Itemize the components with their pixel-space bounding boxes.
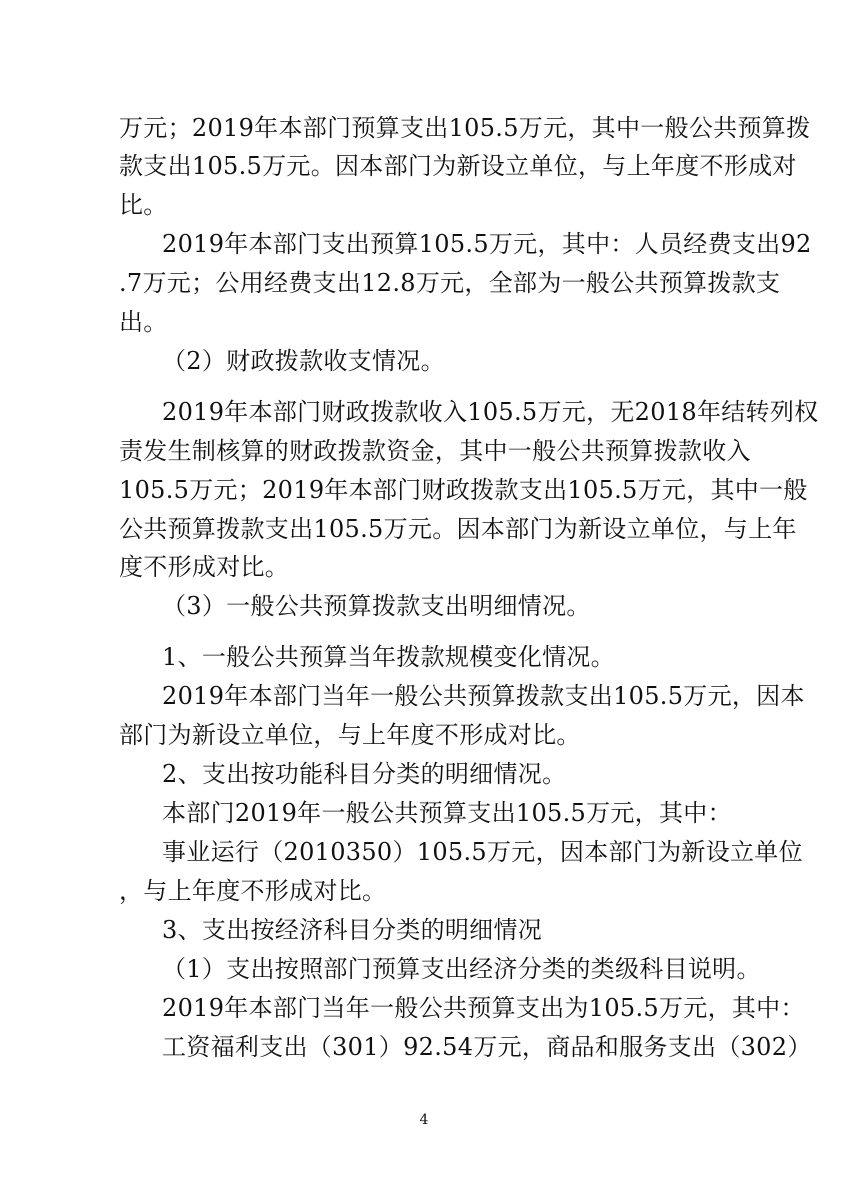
text-line-5: .7万元；公用经费支出12.8万元，全部为一般公共预算拨款支 [119, 269, 781, 297]
text-line-4: 2019年本部门支出预算105.5万元，其中：人员经费支出92 [162, 230, 812, 258]
text-line-6: 出。 [119, 308, 168, 336]
text-line-12: 度不形成对比。 [119, 553, 290, 581]
text-line-16: 部门为新设立单位，与上年度不形成对比。 [119, 721, 581, 749]
subheading-2: 2、支出按功能科目分类的明细情况。 [162, 760, 567, 788]
text-line-23: 2019年本部门当年一般公共预算支出为105.5万元，其中： [162, 994, 805, 1022]
text-line-22: （1）支出按照部门预算支出经济分类的类级科目说明。 [162, 955, 761, 983]
text-line-2: 款支出105.5万元。因本部门为新设立单位，与上年度不形成对 [119, 152, 797, 180]
text-line-10: 105.5万元；2019年本部门财政拨款支出105.5万元，其中一般 [119, 476, 808, 504]
text-line-1: 万元；2019年本部门预算支出105.5万元，其中一般公共预算拨 [119, 114, 811, 142]
text-line-15: 2019年本部门当年一般公共预算拨款支出105.5万元，因本 [162, 682, 805, 710]
page-number: 4 [419, 1112, 429, 1128]
text-line-20: ，与上年度不形成对比。 [119, 877, 387, 905]
subheading-1: 1、一般公共预算当年拨款规模变化情况。 [162, 643, 615, 671]
text-line-18: 本部门2019年一般公共预算支出105.5万元，其中： [162, 799, 732, 827]
section-heading-2: （2）财政拨款收支情况。 [162, 347, 445, 375]
text-line-8: 2019年本部门财政拨款收入105.5万元，无2018年结转列权 [162, 398, 819, 426]
text-line-9: 责发生制核算的财政拨款资金，其中一般公共预算拨款收入 [119, 437, 751, 465]
subheading-3: 3、支出按经济科目分类的明细情况 [162, 916, 543, 944]
text-line-11: 公共预算拨款支出105.5万元。因本部门为新设立单位，与上年 [119, 515, 797, 543]
text-line-19: 事业运行（2010350）105.5万元，因本部门为新设立单位 [162, 838, 803, 866]
text-line-3: 比。 [119, 191, 168, 219]
section-heading-3: （3）一般公共预算拨款支出明细情况。 [162, 592, 591, 620]
text-line-24: 工资福利支出（301）92.54万元，商品和服务支出（302） [162, 1033, 812, 1061]
